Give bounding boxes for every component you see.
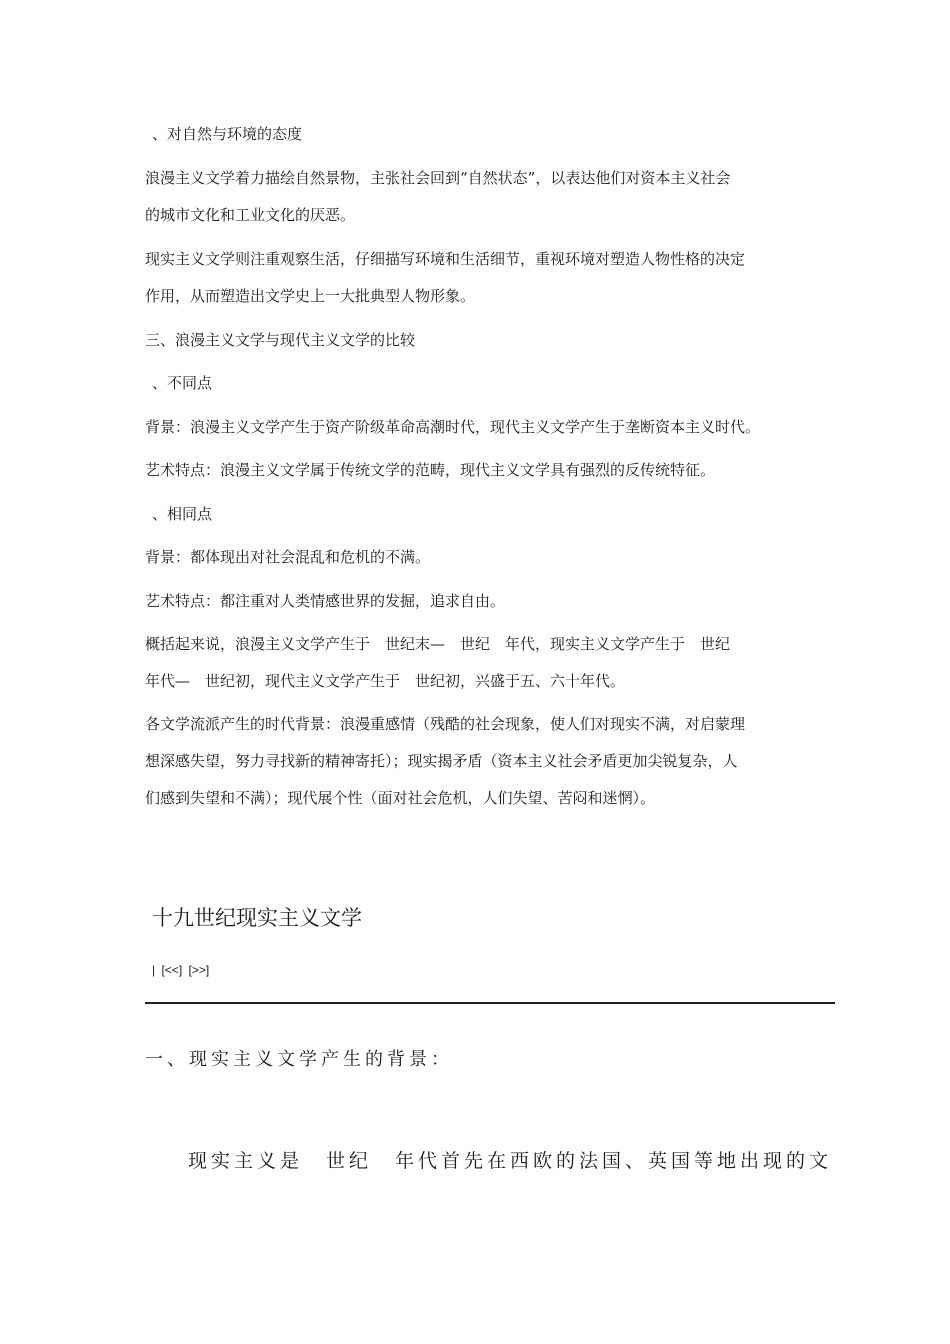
paragraph-line: 概括起来说，浪漫主义文学产生于 世纪末— 世纪 年代，现实主义文学产生于 世纪 bbox=[145, 635, 731, 653]
next-link[interactable]: [>>] bbox=[188, 963, 210, 977]
subheading-similarities: 、相同点 bbox=[152, 505, 213, 523]
body-paragraph: 现实主义是 世纪 年代首先在西欧的法国、英国等地出现的文 bbox=[188, 1150, 833, 1172]
horizontal-divider bbox=[145, 1002, 835, 1004]
paragraph-line: 浪漫主义文学着力描绘自然景物，主张社会回到“自然状态”，以表达他们对资本主义社会 bbox=[145, 169, 731, 187]
paragraph-line: 艺术特点：都注重对人类情感世界的发掘，追求自由。 bbox=[145, 592, 506, 610]
paragraph-line: 的城市文化和工业文化的厌恶。 bbox=[145, 206, 356, 224]
paragraph-line: 现实主义文学则注重观察生活，仔细描写环境和生活细节，重视环境对塑造人物性格的决定 bbox=[145, 250, 746, 268]
paragraph-line: 作用，从而塑造出文学史上一大批典型人物形象。 bbox=[145, 287, 476, 305]
article-title: 十九世纪现实主义文学 bbox=[152, 906, 362, 930]
prev-link[interactable]: [<<] bbox=[161, 963, 183, 977]
nav-separator: | bbox=[152, 963, 156, 977]
article-nav bbox=[152, 962, 212, 978]
paragraph-line: 背景：浪漫主义文学产生于资产阶级革命高潮时代，现代主义文学产生于垄断资本主义时代。 bbox=[145, 418, 761, 436]
section-heading-background: 一、现实主义文学产生的背景： bbox=[145, 1049, 453, 1070]
paragraph-line: 想深感失望，努力寻找新的精神寄托）；现实揭矛盾（资本主义社会矛盾更加尖锐复杂，人 bbox=[145, 752, 738, 770]
paragraph-line: 年代— 世纪初，现代主义文学产生于 世纪初，兴盛于五、六十年代。 bbox=[145, 672, 626, 690]
paragraph-line: 各文学流派产生的时代背景：浪漫重感情（残酷的社会现象，使人们对现实不满，对启蒙理 bbox=[145, 715, 746, 733]
paragraph-line: 艺术特点：浪漫主义文学属于传统文学的范畴，现代主义文学具有强烈的反传统特征。 bbox=[145, 461, 716, 479]
section-heading-comparison: 三、浪漫主义文学与现代主义文学的比较 bbox=[145, 331, 416, 349]
paragraph-line: 背景：都体现出对社会混乱和危机的不满。 bbox=[145, 548, 431, 566]
subheading-nature-attitude: 、对自然与环境的态度 bbox=[152, 125, 303, 143]
paragraph-line: 们感到失望和不满）；现代展个性（面对社会危机，人们失望、苦闷和迷惘）。 bbox=[145, 789, 656, 807]
subheading-differences: 、不同点 bbox=[152, 374, 213, 392]
